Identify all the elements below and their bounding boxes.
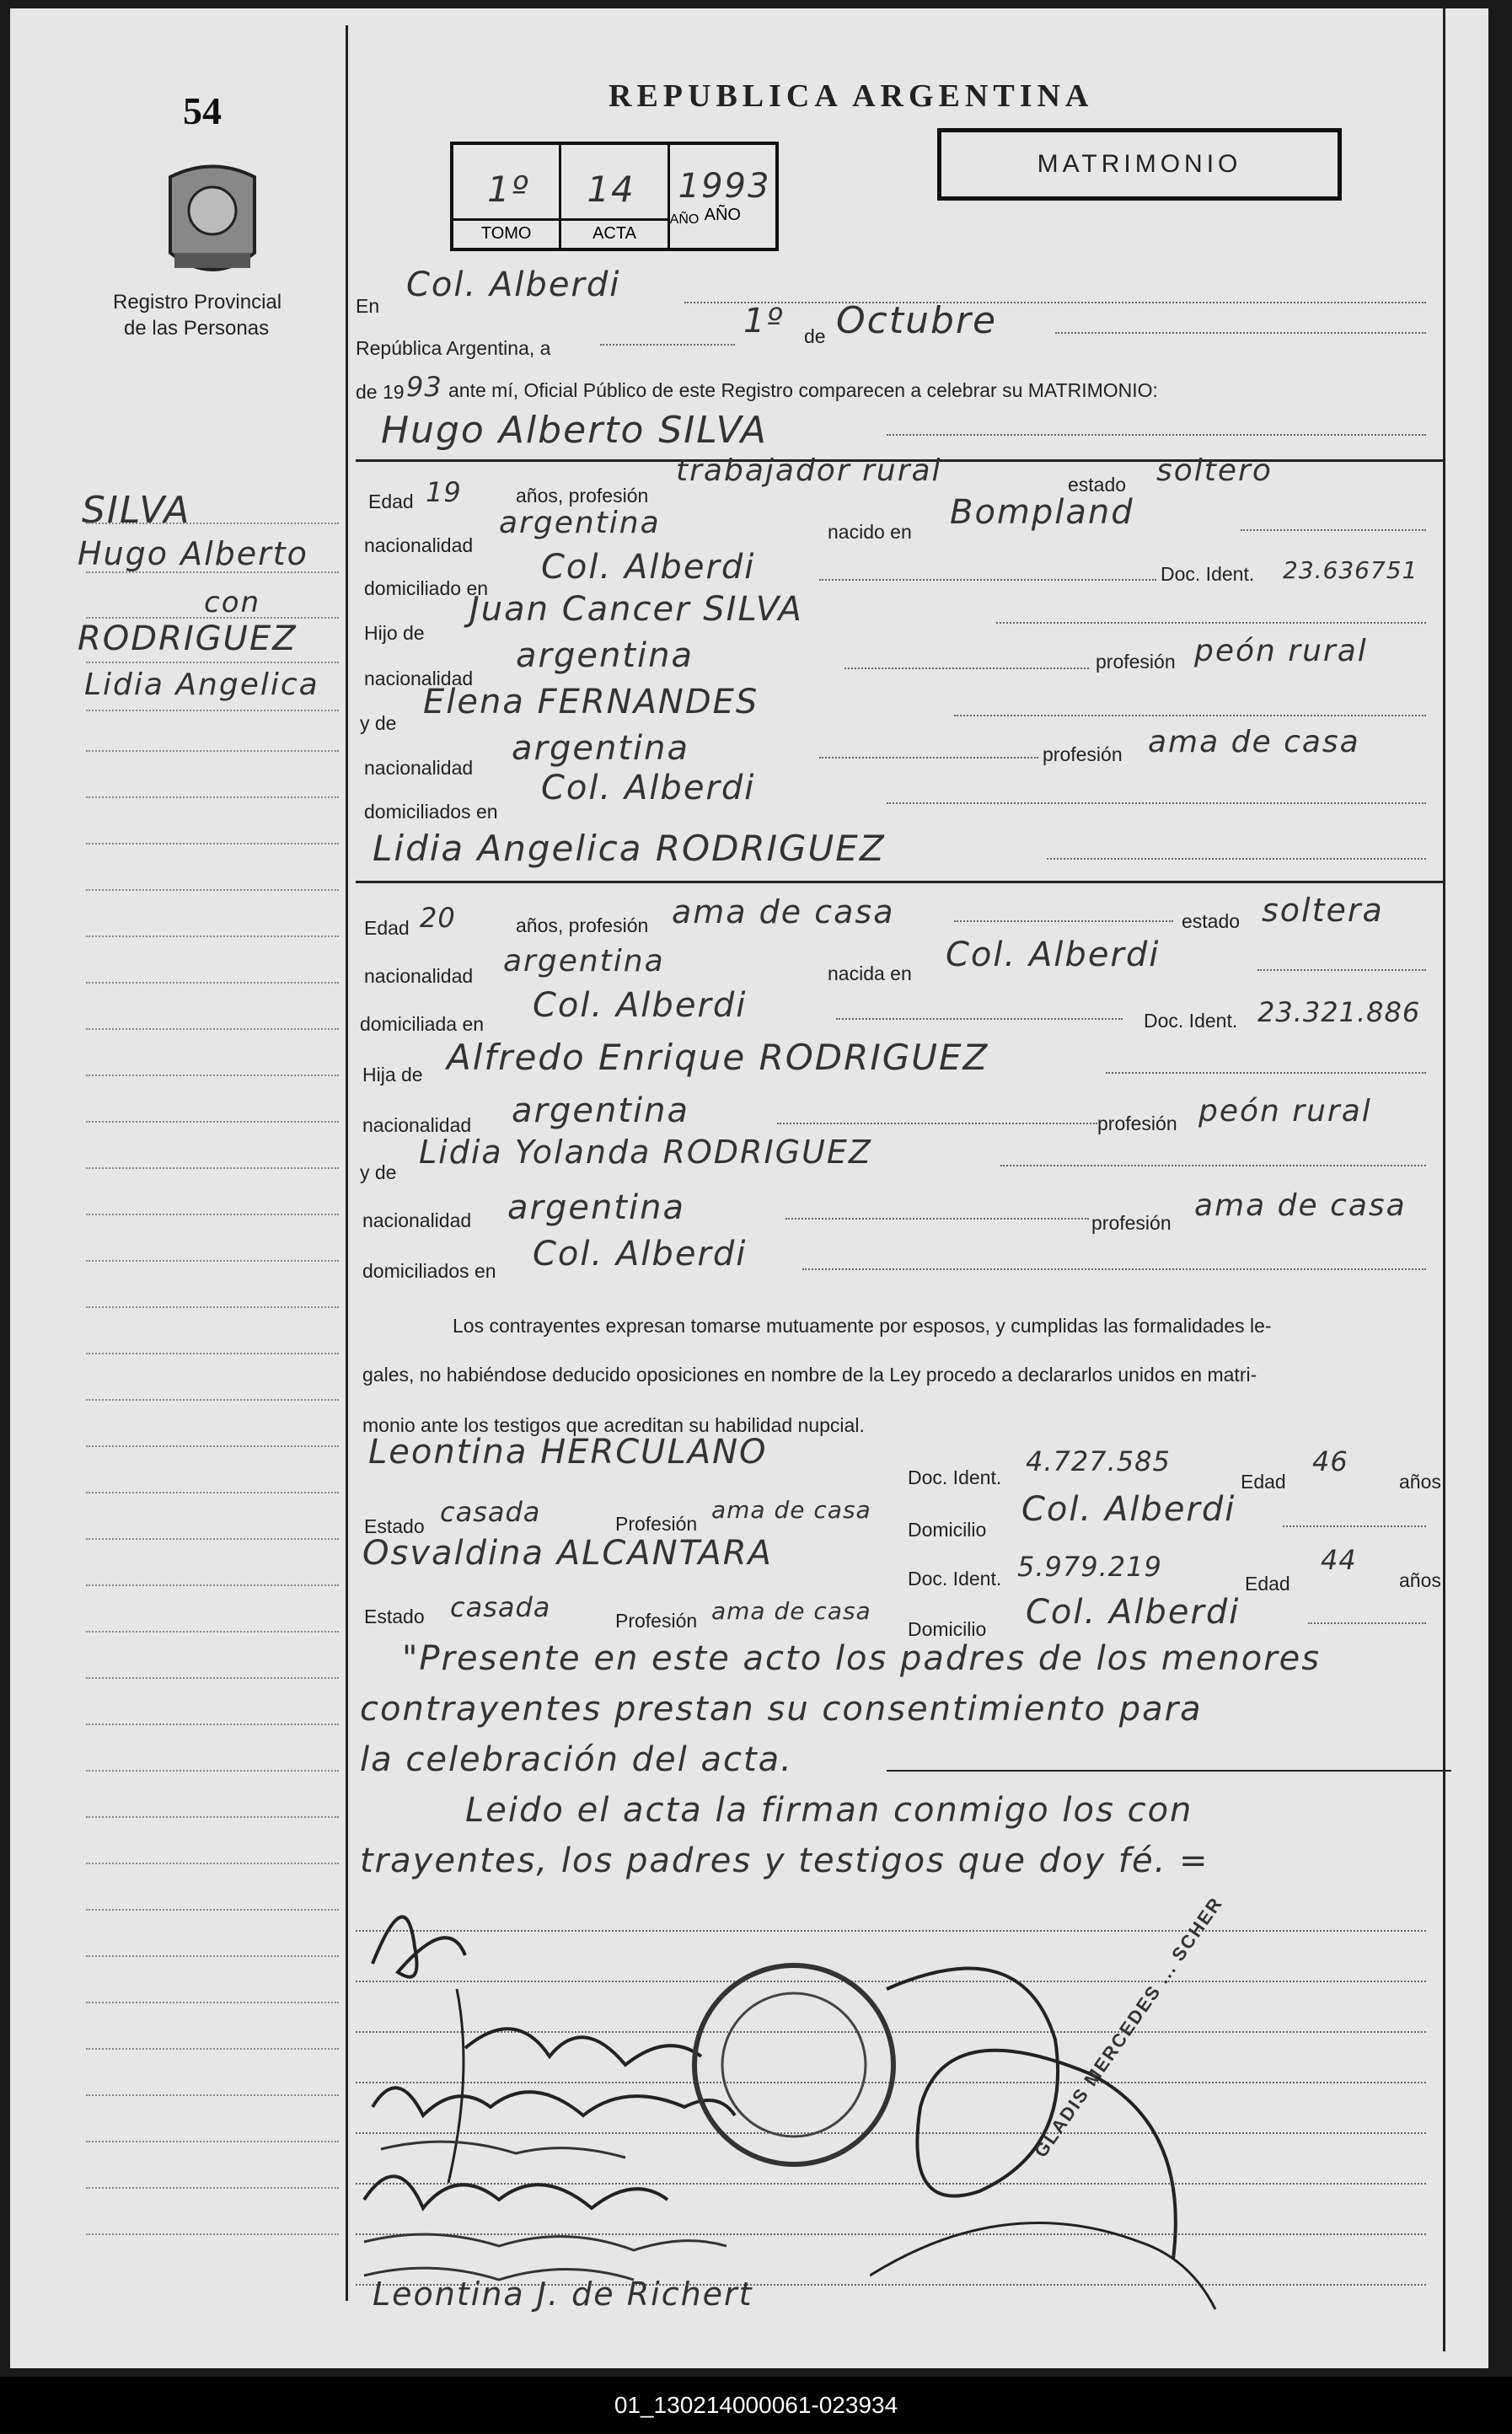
groom-nacionalidad-label: nacionalidad [364, 534, 474, 556]
witness1-status: casada [440, 1496, 541, 1528]
groom-profession: trabajador rural [676, 453, 942, 488]
groom-anos-prof-label: años, profesión [516, 485, 649, 507]
groom-father-nat-label: nacionalidad [364, 667, 474, 689]
year-prefix: de 19 [356, 381, 405, 403]
en-label: En [356, 295, 380, 317]
witness1-doc-label: Doc. Ident. [908, 1466, 1002, 1488]
bride-anos-prof-label: años, profesión [516, 914, 649, 936]
bride-mother-nationality: argentina [507, 1188, 685, 1227]
bride-edad-label: Edad [364, 917, 410, 939]
groom-father-prof-label: profesión [1096, 651, 1176, 673]
bride-parents-address: Col. Alberdi [533, 1235, 748, 1273]
witness2-address: Col. Alberdi [1026, 1593, 1241, 1632]
bride-birthplace: Col. Alberdi [946, 936, 1161, 974]
witness2-profession: ama de casa [711, 1597, 871, 1625]
month-value: Octubre [836, 299, 998, 342]
note-line1: "Presente en este acto los padres de los menores [402, 1639, 1322, 1678]
provincial-seal-icon [153, 160, 271, 287]
tomo-value: 1º [487, 169, 530, 210]
witness1-estado-label: Estado [364, 1515, 425, 1537]
right-border [1443, 8, 1445, 2351]
note-line4: Leido el acta la firman conmigo los con [465, 1791, 1193, 1830]
registry-line2: de las Personas [124, 317, 270, 340]
witness1-anos-label: años [1399, 1471, 1441, 1493]
groom-mother: Elena FERNANDES [423, 683, 759, 721]
declaration-line3: monio ante los testigos que acreditan su habilidad nupcial. [362, 1414, 865, 1436]
witness1-profession: ama de casa [711, 1496, 871, 1524]
bride-father: Alfredo Enrique RODRIGUEZ [447, 1037, 989, 1078]
witness2-prof-label: Profesión [615, 1610, 698, 1632]
declaration-line2: gales, no habiéndose deducido oposiciones en nombre de la Ley procedo a declararlos unidos en matri- [362, 1364, 1257, 1386]
witness2-age: 44 [1321, 1544, 1357, 1576]
witness1-name: Leontina HERCULANO [368, 1433, 768, 1472]
acta-value: 14 [587, 169, 635, 210]
groom-mother-nat-label: nacionalidad [364, 757, 474, 779]
bride-mother-nat-label: nacionalidad [362, 1209, 472, 1231]
anio-value: 1993 [678, 167, 771, 206]
margin-con: con [204, 586, 261, 619]
groom-parents-dom-label: domiciliados en [364, 801, 498, 823]
groom-domicilio-label: domiciliado en [364, 577, 489, 599]
bride-father-prof-label: profesión [1097, 1112, 1177, 1134]
groom-parents-address: Col. Alberdi [541, 769, 756, 807]
groom-status: soltero [1156, 453, 1273, 488]
margin-surname: SILVA [82, 489, 191, 532]
note-line5: trayentes, los padres y testigos que doy fé. = [360, 1842, 1209, 1880]
groom-edad-label: Edad [368, 491, 414, 512]
witness2-doc-label: Doc. Ident. [908, 1568, 1002, 1590]
witness2-estado-label: Estado [364, 1606, 425, 1627]
groom-mother-label: y de [360, 712, 397, 734]
place-value: Col. Alberdi [406, 265, 621, 304]
witness2-status: casada [450, 1591, 551, 1623]
note-line3: la celebración del acta. [360, 1740, 793, 1779]
note-line2: contrayentes prestan su consentimiento para [360, 1690, 1203, 1729]
anio-label: AÑO [669, 212, 700, 227]
margin-given-names: Hugo Alberto [78, 535, 308, 572]
witness1-address: Col. Alberdi [1021, 1490, 1236, 1529]
bride-status: soltera [1262, 892, 1384, 929]
bride-age: 20 [420, 902, 456, 934]
bride-mother-label: y de [360, 1161, 397, 1183]
witness2-doc: 5.979.219 [1017, 1551, 1162, 1583]
groom-father-label: Hijo de [364, 622, 425, 644]
groom-estado-label: estado [1068, 474, 1127, 496]
document-id-footer: 01_130214000061-023934 [0, 2377, 1512, 2434]
day-value: 1º [743, 302, 785, 340]
bride-profession: ama de casa [672, 893, 895, 930]
witness1-edad-label: Edad [1241, 1471, 1286, 1493]
groom-nationality: argentina [499, 506, 661, 540]
page-number: 54 [183, 89, 222, 132]
tomo-cell [453, 145, 561, 248]
groom-mother-nationality: argentina [512, 729, 689, 768]
declaration-line1: Los contrayentes expresan tomarse mutuamente por esposos, y cumplidas las formalidades le- [453, 1315, 1272, 1337]
witness2-name: Osvaldina ALCANTARA [362, 1534, 773, 1573]
stamp-text: GLADIS MERCEDES ... SCHER [1030, 1892, 1227, 2162]
compare-text: ante mí, Oficial Público de este Registro comparecen a celebrar su MATRIMONIO: [448, 379, 1158, 401]
witness1-doc: 4.727.585 [1026, 1445, 1171, 1477]
record-type-box [937, 128, 1342, 201]
bride-nacionalidad-label: nacionalidad [364, 965, 474, 987]
tomo-acta-anio-box [450, 142, 779, 251]
bride-domicilio-label: domiciliada en [360, 1013, 485, 1035]
groom-name: Hugo Alberto SILVA [381, 409, 768, 452]
groom-father-profession: peón rural [1194, 634, 1368, 668]
bride-section-divider [356, 881, 1443, 883]
bride-address: Col. Alberdi [533, 986, 748, 1025]
groom-mother-profession: ama de casa [1148, 725, 1360, 759]
bride-father-nat-label: nacionalidad [362, 1114, 472, 1136]
register-page [10, 8, 1488, 2368]
acta-cell [561, 145, 669, 248]
groom-mother-prof-label: profesión [1043, 743, 1123, 765]
witness2-dom-label: Domicilio [908, 1618, 987, 1640]
tomo-label: TOMO [453, 218, 559, 248]
groom-age: 19 [426, 476, 462, 508]
bride-mother: Lidia Yolanda RODRIGUEZ [419, 1134, 872, 1171]
groom-doc-label: Doc. Ident. [1161, 563, 1255, 585]
witness2-anos-label: años [1399, 1569, 1441, 1591]
acta-label: ACTA [561, 218, 667, 248]
republica-label: República Argentina, a [356, 337, 551, 359]
groom-nacido-label: nacido en [828, 521, 912, 543]
de-label: de [804, 325, 826, 347]
bride-doc-label: Doc. Ident. [1144, 1010, 1238, 1032]
groom-father: Juan Cancer SILVA [469, 590, 803, 629]
bride-father-label: Hija de [362, 1064, 423, 1086]
registry-line1: Registro Provincial [113, 291, 282, 314]
bride-doc: 23.321.886 [1257, 996, 1421, 1028]
bride-estado-label: estado [1182, 910, 1241, 932]
groom-doc: 23.636751 [1283, 556, 1418, 584]
note-underline [887, 1770, 1451, 1772]
anio-label-text: AÑO [704, 206, 741, 224]
witness1-prof-label: Profesión [615, 1513, 698, 1535]
groom-address: Col. Alberdi [541, 548, 756, 587]
bride-mother-prof-label: profesión [1091, 1212, 1172, 1234]
bride-mother-profession: ama de casa [1194, 1188, 1407, 1223]
bride-name: Lidia Angelica RODRIGUEZ [373, 828, 886, 869]
signature-witness-1: Leontina J. de Richert [373, 2276, 753, 2313]
groom-birthplace: Bompland [950, 493, 1134, 532]
groom-father-nationality: argentina [516, 636, 694, 675]
bride-nationality: argentina [503, 944, 665, 978]
bride-nacida-label: nacida en [828, 962, 912, 984]
country-title: REPUBLICA ARGENTINA [609, 78, 1094, 114]
witness2-edad-label: Edad [1245, 1573, 1290, 1595]
year-suffix: 93 [406, 371, 442, 403]
witness1-dom-label: Domicilio [908, 1519, 987, 1541]
bride-parents-dom-label: domiciliados en [362, 1260, 496, 1282]
anio-cell [670, 145, 775, 248]
record-type-label: MATRIMONIO [1037, 150, 1242, 178]
bride-father-profession: peón rural [1198, 1094, 1372, 1129]
margin-bride-names: Lidia Angelica [84, 667, 319, 702]
margin-bride-surname: RODRIGUEZ [78, 619, 298, 658]
witness1-age: 46 [1312, 1445, 1348, 1477]
bride-father-nationality: argentina [512, 1091, 689, 1130]
